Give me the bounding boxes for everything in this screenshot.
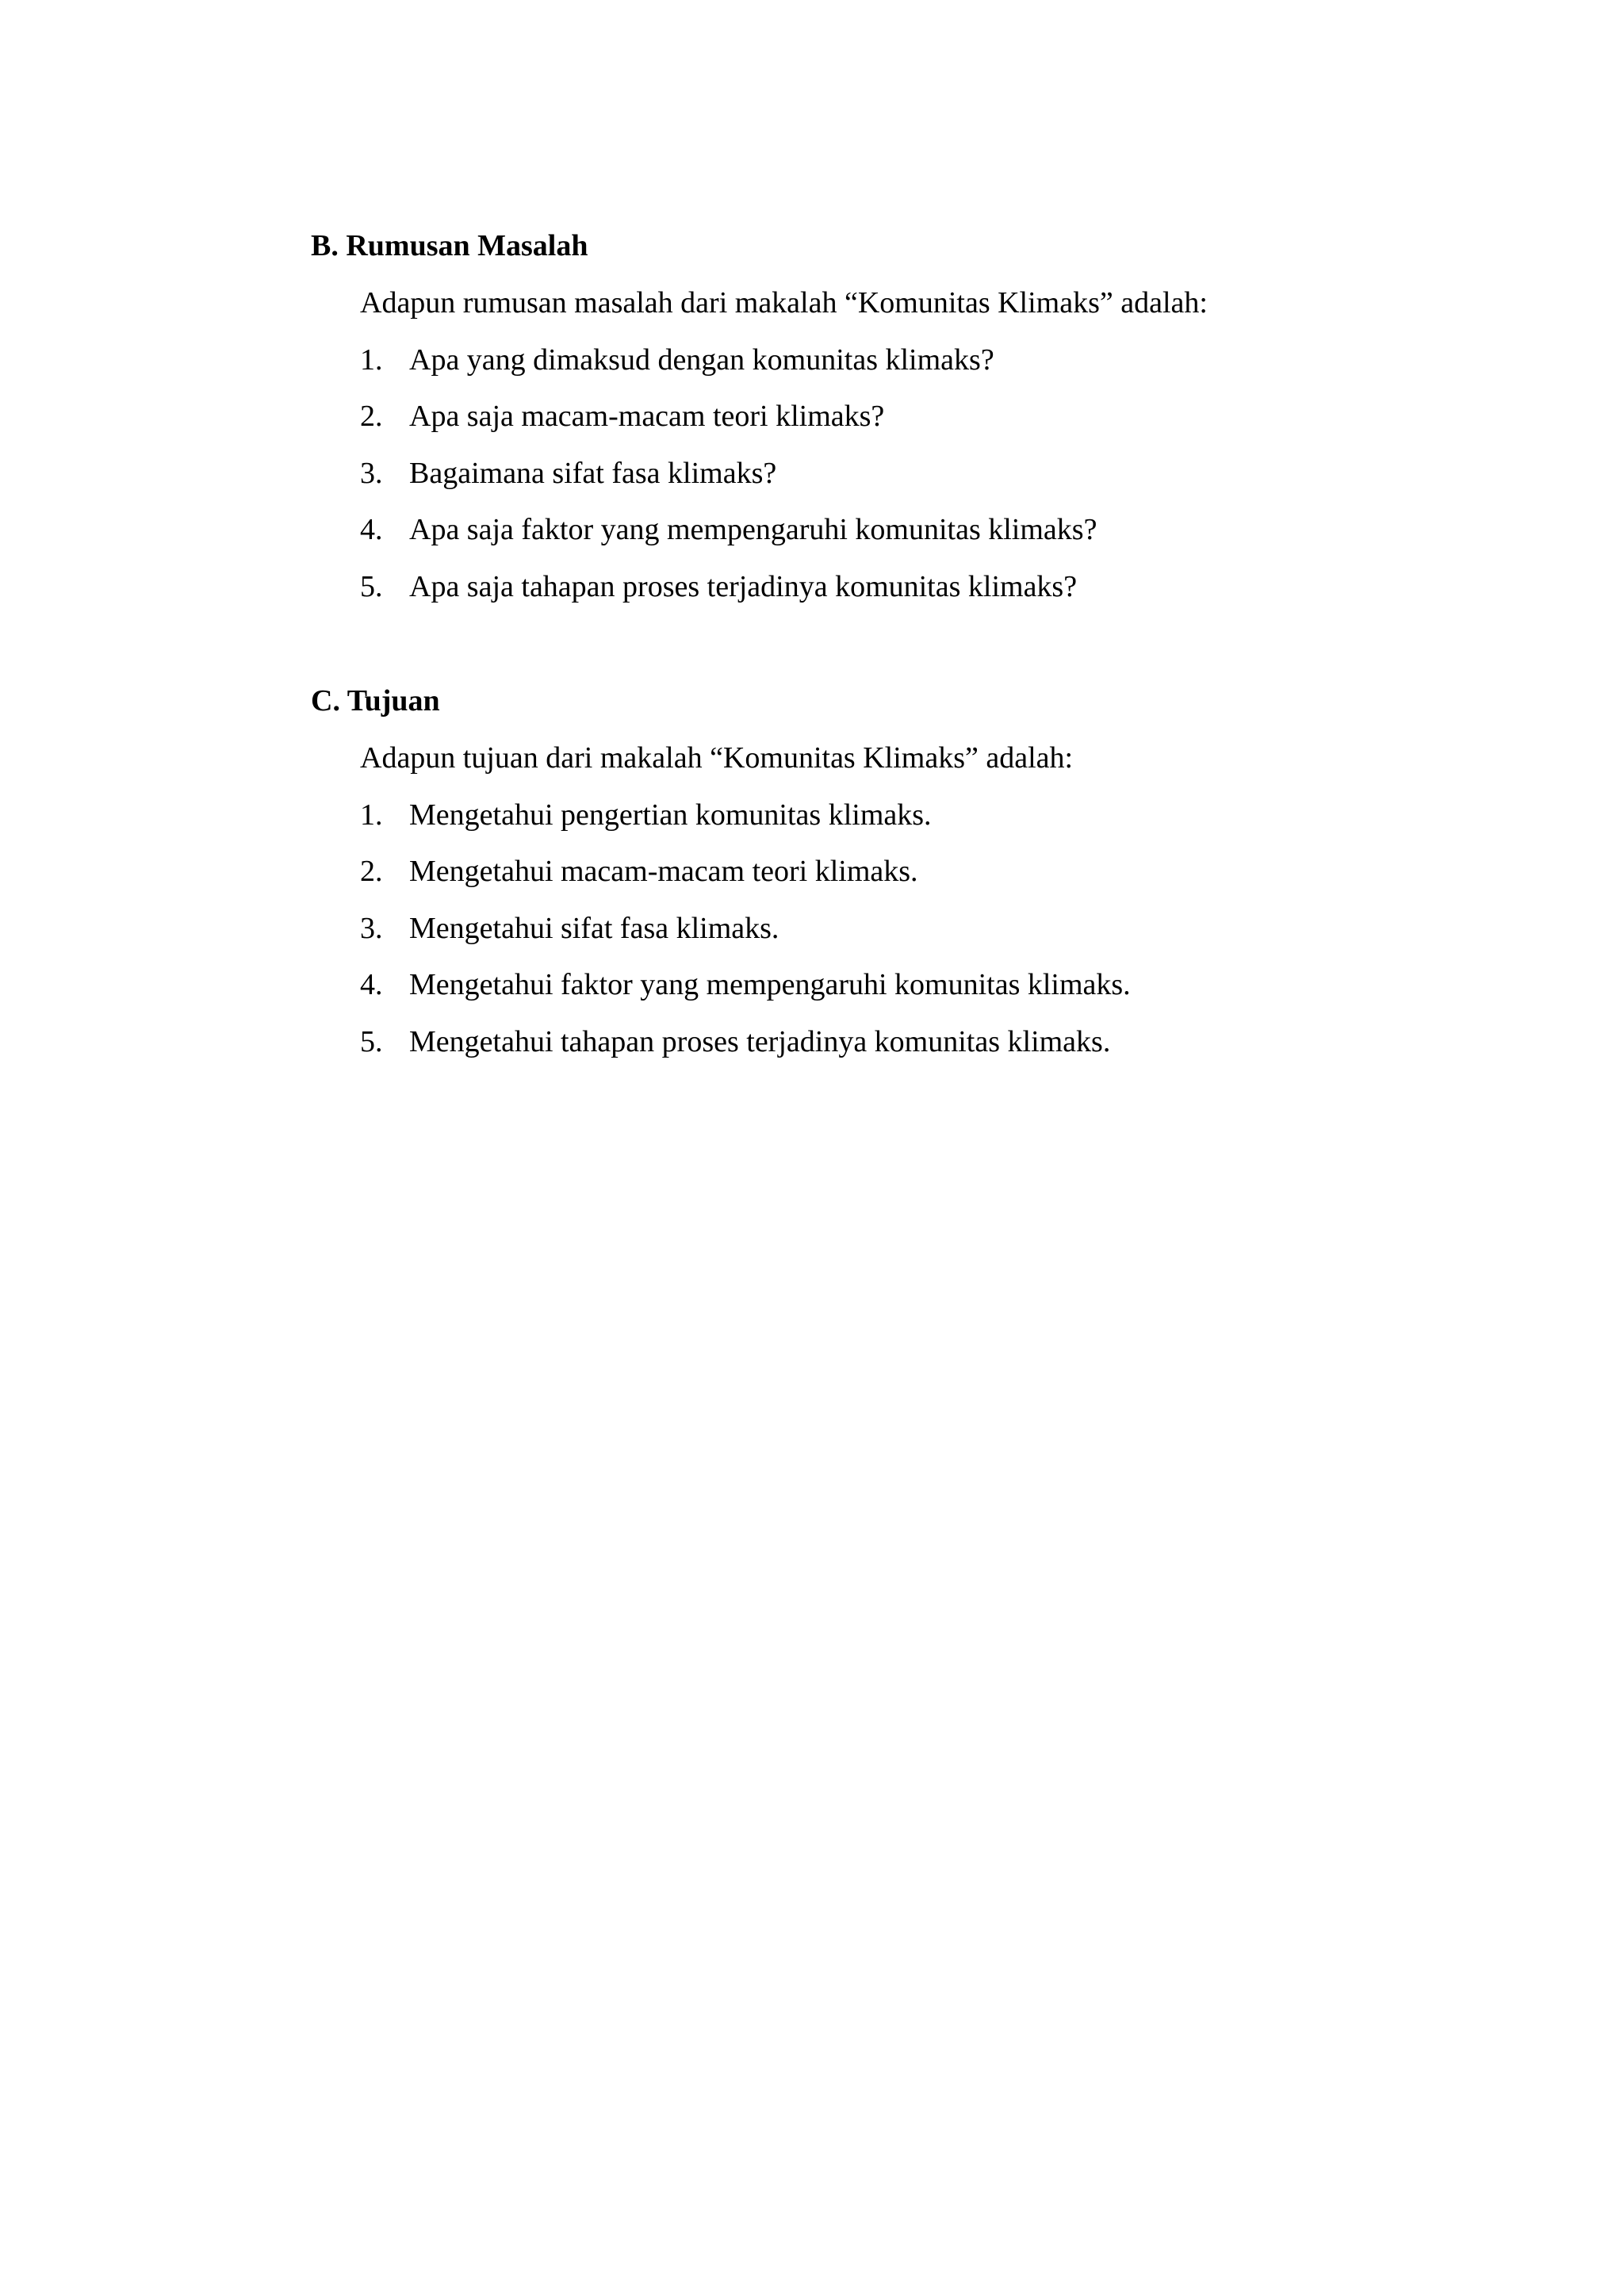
list-item <box>311 796 1342 834</box>
section-heading: B. Rumusan Masalah <box>311 229 588 262</box>
list-item <box>311 568 1342 606</box>
list-text: Apa yang dimaksud dengan komunitas klimaks? <box>409 342 994 377</box>
list-text: Apa saja macam-macam teori klimaks? <box>409 400 885 433</box>
list-item <box>311 341 1342 379</box>
list-item <box>311 397 1342 435</box>
list-item <box>311 852 1342 890</box>
list-text: Mengetahui macam-macam teori klimaks. <box>409 855 918 888</box>
numbered-list <box>311 341 1342 606</box>
section-tujuan <box>311 682 1342 1061</box>
list-number: 2. <box>360 400 383 433</box>
list-text: Apa saja faktor yang mempengaruhi komunitas klimaks? <box>409 513 1097 546</box>
numbered-list <box>311 796 1342 1061</box>
list-text: Mengetahui pengertian komunitas klimaks. <box>409 798 932 832</box>
list-number: 5. <box>360 1024 383 1058</box>
list-number: 4. <box>360 968 383 1001</box>
list-text: Mengetahui faktor yang mempengaruhi komunitas klimaks. <box>409 968 1131 1001</box>
list-text: Mengetahui sifat fasa klimaks. <box>409 911 779 945</box>
section-intro: Adapun tujuan dari makalah “Komunitas Klimaks” adalah: <box>360 741 1074 775</box>
list-number: 5. <box>360 569 383 603</box>
list-number: 4. <box>360 513 383 546</box>
section-heading: C. Tujuan <box>311 684 440 718</box>
list-item <box>311 966 1342 1004</box>
list-number: 3. <box>360 456 383 490</box>
section-rumusan-masalah <box>311 227 1342 606</box>
list-item <box>311 1023 1342 1061</box>
list-text: Apa saja tahapan proses terjadinya komunitas klimaks? <box>409 569 1078 603</box>
list-item <box>311 909 1342 947</box>
list-number: 1. <box>360 342 383 377</box>
list-number: 2. <box>360 855 383 888</box>
list-text: Mengetahui tahapan proses terjadinya komunitas klimaks. <box>409 1024 1111 1058</box>
list-text: Bagaimana sifat fasa klimaks? <box>409 456 777 490</box>
list-item <box>311 454 1342 492</box>
list-item <box>311 511 1342 549</box>
section-intro: Adapun rumusan masalah dari makalah “Komunitas Klimaks” adalah: <box>360 286 1208 320</box>
list-number: 3. <box>360 911 383 945</box>
list-number: 1. <box>360 798 383 832</box>
